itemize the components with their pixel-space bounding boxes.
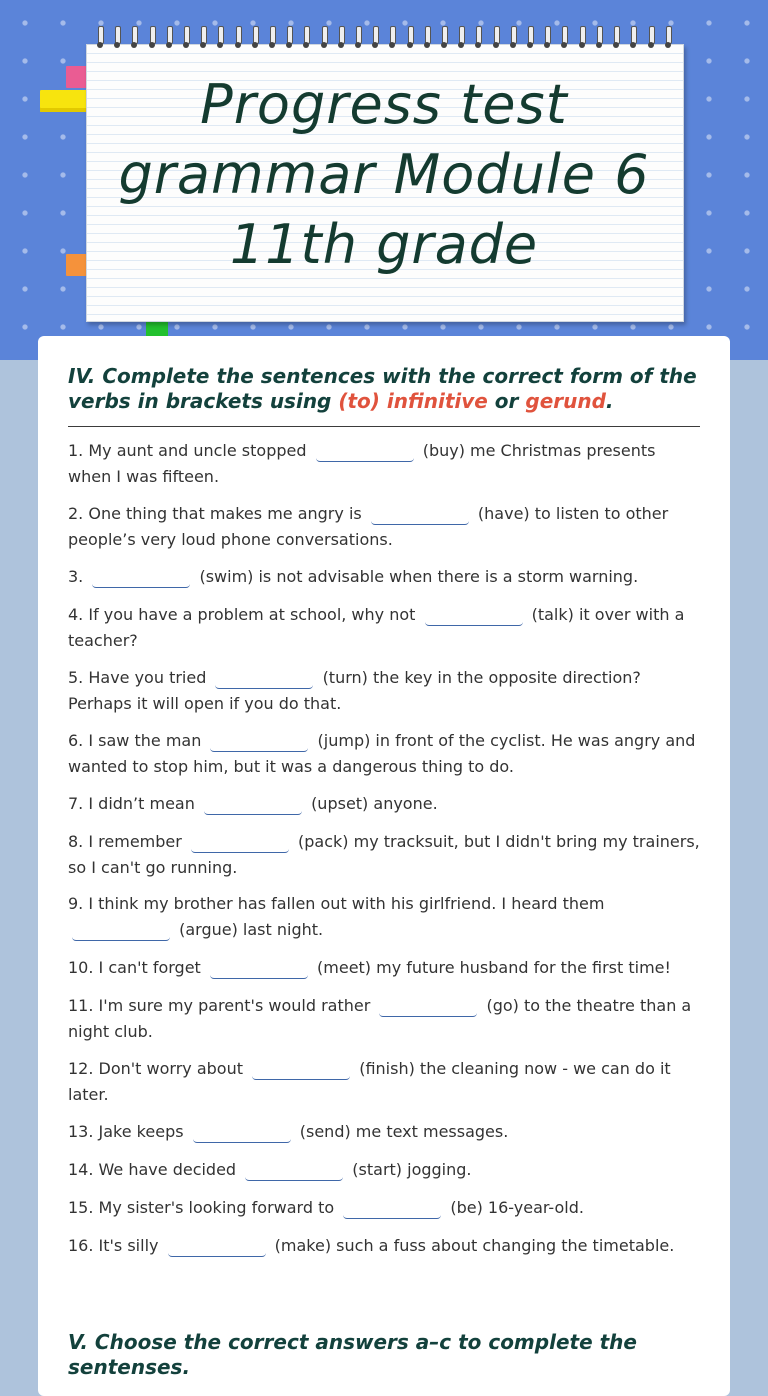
section-4-heading [68,364,700,427]
yellow-tab-decoration [40,90,88,112]
question-text-after: (talk) it over with a teacher? [68,605,685,650]
answer-blank[interactable] [316,441,414,462]
spiral-ring [647,26,655,50]
section-4-heading-period: . [605,389,614,413]
spiral-ring [629,26,637,50]
question-text-before: 5. Have you tried [68,668,207,687]
question-text-after: (be) 16-year-old. [450,1198,584,1217]
spiral-ring [165,26,173,50]
question-text-after: (start) jogging. [352,1160,472,1179]
answer-blank[interactable] [193,1122,291,1143]
question-text-after: (meet) my future husband for the first time! [317,958,671,977]
question-item [68,728,700,780]
question-text-before: 11. I'm sure my parent's would rather [68,996,371,1015]
question-text-before: 14. We have decided [68,1160,237,1179]
spiral-ring [423,26,431,50]
spiral-ring [354,26,362,50]
spiral-ring [337,26,345,50]
question-text-before: 13. Jake keeps [68,1122,184,1141]
spiral-ring [371,26,379,50]
spiral-ring [595,26,603,50]
answer-blank[interactable] [245,1160,343,1181]
answer-blank[interactable] [210,958,308,979]
question-text-before: 2. One thing that makes me angry is [68,504,362,523]
question-text-after: (swim) is not advisable when there is a storm warning. [199,567,639,586]
question-item [68,1195,700,1221]
answer-blank[interactable] [425,605,523,626]
spiral-ring [560,26,568,50]
section-5-heading: V. Choose the correct answers a–c to complete the sentenses. [68,1330,637,1379]
spiral-ring [199,26,207,50]
answer-blank[interactable] [343,1198,441,1219]
question-text-before: 15. My sister's looking forward to [68,1198,335,1217]
question-item [68,993,700,1045]
question-item [68,1233,700,1259]
question-text-after: (pack) my tracksuit, but I didn't bring my trainers, so I can't go running. [68,832,700,877]
question-text-after: (turn) the key in the opposite direction? Perhaps it will open if you do that. [68,668,641,713]
question-text-before: 7. I didn’t mean [68,794,195,813]
question-text-after: (jump) in front of the cyclist. He was angry and wanted to stop him, but it was a dangerous thing to do. [68,731,696,776]
question-text-before: 8. I remember [68,832,182,851]
question-text-after: (argue) last night. [179,920,324,939]
spiral-ring [664,26,672,50]
spiral-ring [474,26,482,50]
question-item [68,1056,700,1108]
pink-tab-decoration [66,66,88,88]
spiral-ring [285,26,293,50]
question-text-after: (make) such a fuss about changing the timetable. [274,1236,675,1255]
question-item [68,665,700,717]
question-text-after: (have) to listen to other people’s very loud phone conversations. [68,504,669,549]
question-item [68,438,700,490]
question-text-before: 4. If you have a problem at school, why not [68,605,416,624]
spiral-ring [216,26,224,50]
question-text-before: 10. I can't forget [68,958,201,977]
answer-blank[interactable] [215,668,313,689]
header-banner [0,0,768,360]
spiral-ring [612,26,620,50]
worksheet-card [38,336,730,1396]
question-item [68,891,700,943]
question-text-before: 1. My aunt and uncle stopped [68,441,307,460]
question-text-before: 12. Don't worry about [68,1059,244,1078]
question-item [68,602,700,654]
spiral-ring [509,26,517,50]
question-text-after: (buy) me Christmas presents when I was fifteen. [68,441,656,486]
question-item [68,501,700,553]
answer-blank[interactable] [92,567,190,588]
answer-blank[interactable] [379,996,477,1017]
question-text-after: (finish) the cleaning now - we can do it later. [68,1059,671,1104]
question-item [68,1157,700,1183]
infinitive-highlight: (to) infinitive [338,389,488,413]
spiral-ring [268,26,276,50]
question-text-before: 9. I think my brother has fallen out with his girlfriend. I heard them [68,894,605,913]
question-item [68,564,700,590]
answer-blank[interactable] [191,832,289,853]
answer-blank[interactable] [210,731,308,752]
spiral-ring [406,26,414,50]
spiral-ring [96,26,104,50]
page-title: Progress test grammar Module 6 11th grade [118,73,650,276]
spiral-ring [388,26,396,50]
spiral-ring [302,26,310,50]
question-text-before: 3. [68,567,84,586]
answer-blank[interactable] [252,1059,350,1080]
spiral-ring [130,26,138,50]
question-text-before: 16. It's silly [68,1236,159,1255]
question-item [68,955,700,981]
answer-blank[interactable] [204,794,302,815]
question-text-after: (send) me text messages. [299,1122,509,1141]
gerund-highlight: gerund [525,389,606,413]
spiral-ring [457,26,465,50]
question-text-after: (go) to the theatre than a night club. [68,996,692,1041]
spiral-ring [440,26,448,50]
spiral-ring [251,26,259,50]
spiral-binding [96,26,672,52]
question-item [68,791,700,817]
spiral-ring [543,26,551,50]
spiral-ring [320,26,328,50]
section-4-heading-or: or [487,389,526,413]
question-item [68,1119,700,1145]
spiral-ring [234,26,242,50]
question-item [68,829,700,881]
spiral-ring [492,26,500,50]
question-text-after: (upset) anyone. [311,794,438,813]
orange-tab-decoration [66,254,88,276]
question-text-before: 6. I saw the man [68,731,202,750]
spiral-ring [113,26,121,50]
spiral-ring [526,26,534,50]
answer-blank[interactable] [72,920,170,941]
spiral-ring [148,26,156,50]
answer-blank[interactable] [168,1236,266,1257]
answer-blank[interactable] [371,504,469,525]
spiral-ring [182,26,190,50]
spiral-ring [578,26,586,50]
section-4-heading-text: IV. Complete the sentences with the correct form of the verbs in brackets using [68,364,697,413]
